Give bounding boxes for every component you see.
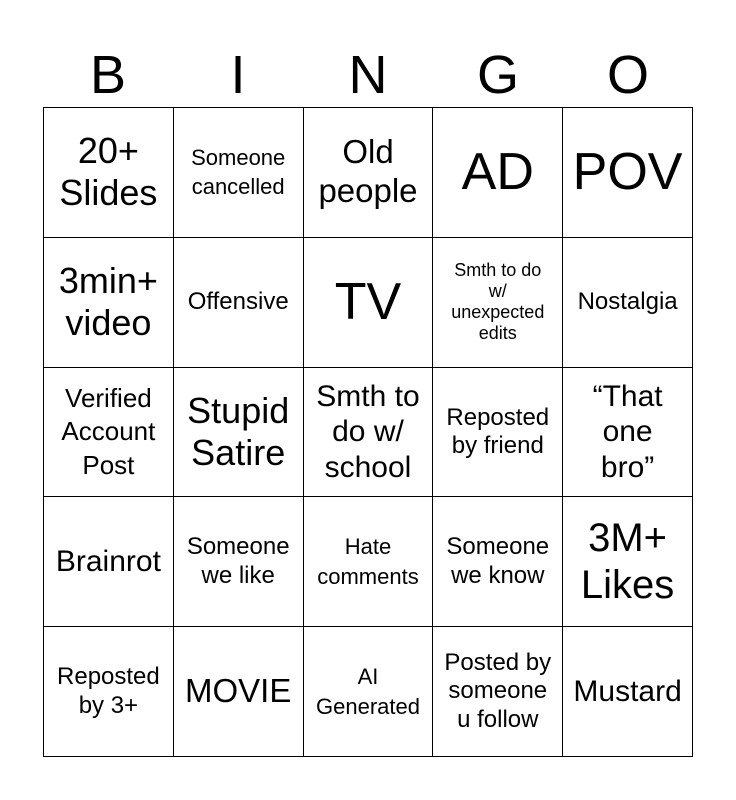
bingo-cell-r1-c4[interactable] bbox=[433, 108, 563, 238]
header-letter-o: O bbox=[606, 45, 649, 105]
bingo-cell-r5-c3[interactable] bbox=[304, 627, 434, 757]
bingo-cell-r4-c3[interactable] bbox=[304, 497, 434, 627]
bingo-cell-r2-c5[interactable] bbox=[563, 238, 693, 368]
bingo-cell-r3-c1[interactable] bbox=[44, 368, 174, 498]
cell-label: 20+ Slides bbox=[59, 129, 158, 214]
bingo-cell-r3-c3[interactable] bbox=[304, 368, 434, 498]
cell-label: Brainrot bbox=[55, 545, 161, 579]
bingo-cell-r4-c1[interactable] bbox=[44, 497, 174, 627]
cell-label: Stupid Satire bbox=[187, 389, 290, 473]
bingo-cell-r1-c5[interactable] bbox=[563, 108, 693, 238]
cell-label: Old people bbox=[318, 133, 418, 210]
bingo-header bbox=[43, 44, 693, 106]
bingo-cell-r2-c4[interactable] bbox=[433, 238, 563, 368]
cell-label: TV bbox=[334, 272, 402, 331]
cell-label: Reposted by friend bbox=[446, 403, 550, 459]
header-letter-b: B bbox=[89, 45, 127, 105]
bingo-cell-r4-c4[interactable] bbox=[433, 497, 563, 627]
bingo-cell-r5-c1[interactable] bbox=[44, 627, 174, 757]
cell-label: 3M+ Likes bbox=[580, 515, 675, 607]
cell-label: Verified Account Post bbox=[61, 383, 156, 480]
cell-label: Reposted by 3+ bbox=[57, 663, 160, 719]
cell-label: Someone cancelled bbox=[191, 144, 286, 200]
bingo-cell-r3-c4[interactable] bbox=[433, 368, 563, 498]
cell-label: Nostalgia bbox=[577, 288, 678, 316]
bingo-board bbox=[43, 107, 693, 757]
bingo-cell-r4-c2[interactable] bbox=[174, 497, 304, 627]
bingo-cell-r1-c3[interactable] bbox=[304, 108, 434, 238]
cell-label: Hate comments bbox=[317, 534, 419, 589]
bingo-cell-r5-c4[interactable] bbox=[433, 627, 563, 757]
cell-label: Posted by someone u follow bbox=[444, 649, 552, 733]
cell-label: 3min+ video bbox=[58, 259, 158, 344]
cell-label: AD bbox=[461, 142, 534, 201]
bingo-cell-r2-c3[interactable] bbox=[304, 238, 434, 368]
header-letter-i: I bbox=[230, 45, 246, 105]
bingo-cell-r2-c2[interactable] bbox=[174, 238, 304, 368]
cell-label: Smth to do w/ school bbox=[316, 379, 420, 484]
header-letter-g: G bbox=[476, 45, 519, 105]
bingo-cell-r3-c2[interactable] bbox=[174, 368, 304, 498]
bingo-cell-r1-c1[interactable] bbox=[44, 108, 174, 238]
bingo-cell-r1-c2[interactable] bbox=[174, 108, 304, 238]
cell-label: “That one bro” bbox=[592, 379, 663, 484]
cell-label: AI Generated bbox=[316, 663, 420, 719]
cell-label: Mustard bbox=[573, 674, 682, 708]
bingo-cell-r2-c1[interactable] bbox=[44, 238, 174, 368]
cell-label: Smth to do w/ unexpected edits bbox=[451, 259, 545, 344]
bingo-cell-r5-c2[interactable] bbox=[174, 627, 304, 757]
cell-label: MOVIE bbox=[185, 672, 292, 710]
cell-label: Offensive bbox=[187, 288, 289, 316]
header-letter-n: N bbox=[348, 45, 388, 105]
bingo-cell-r4-c5[interactable] bbox=[563, 497, 693, 627]
cell-label: POV bbox=[572, 142, 683, 201]
cell-label: Someone we like bbox=[186, 533, 290, 589]
cell-label: Someone we know bbox=[446, 533, 550, 589]
bingo-cell-r5-c5[interactable] bbox=[563, 627, 693, 757]
bingo-cell-r3-c5[interactable] bbox=[563, 368, 693, 498]
